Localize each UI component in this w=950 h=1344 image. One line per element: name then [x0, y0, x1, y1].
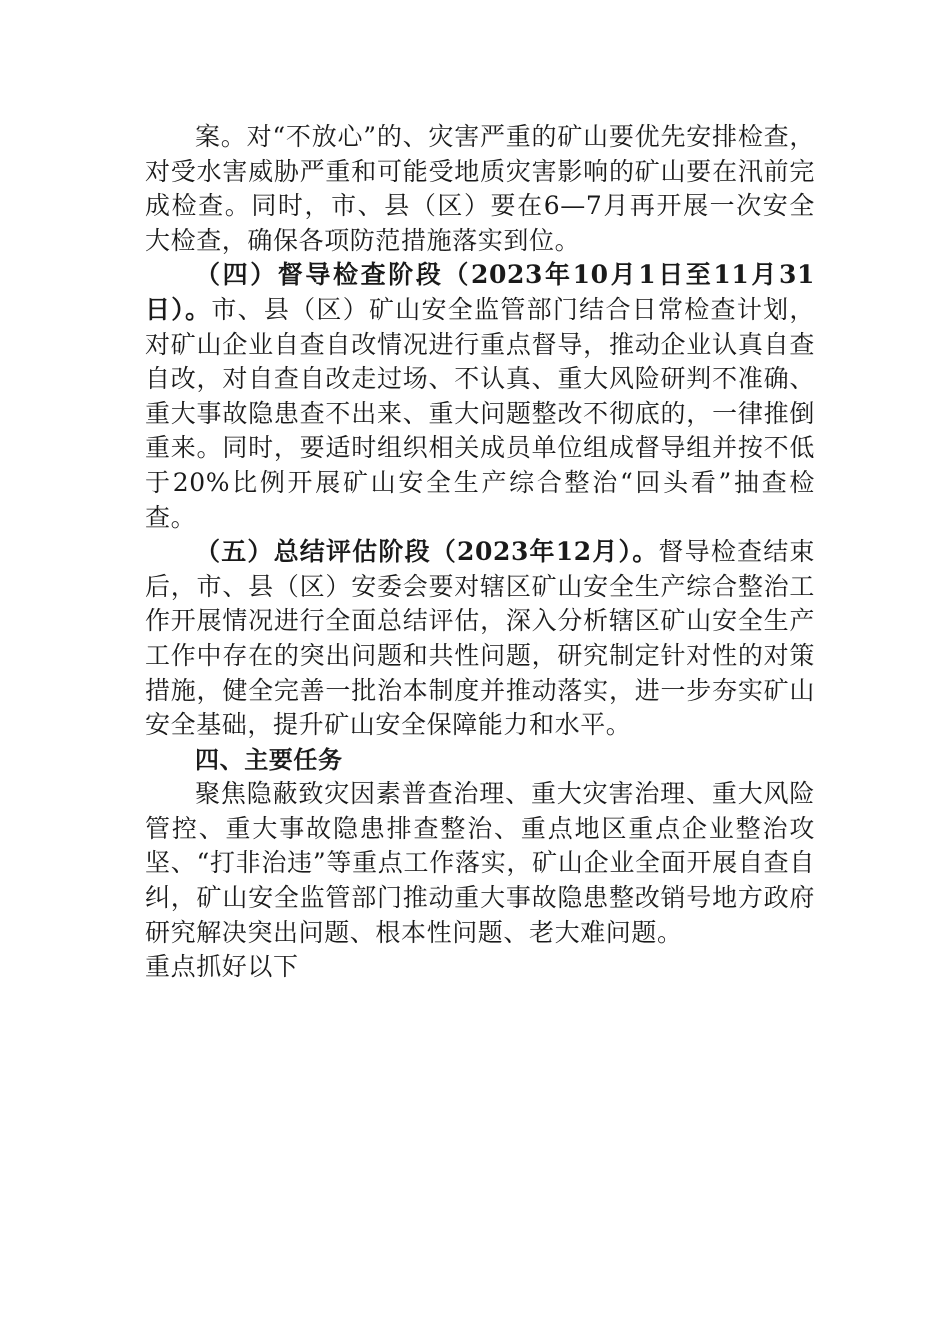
document-page [145, 120, 815, 985]
section-heading-main-tasks: 四、主要任务 [195, 745, 343, 774]
paragraph-supervision-stage [145, 258, 815, 535]
supervision-stage-title: （四）督导检查阶段（2023年10月1日至11月31日）。 [145, 260, 815, 324]
paragraph-summary-stage [145, 535, 815, 743]
paragraph-main-tasks: 聚焦隐蔽致灾因素普查治理、重大灾害治理、重大风险管控、重大事故隐患排查整治、重点地区重点企业整治攻坚、“打非治违”等重点工作落实，矿山企业全面开展自查自纠，矿山安全监管部门推动重大事故隐患整改销号地方政府研究解决突出问题、根本性问题、老大难问题。 [145, 779, 815, 947]
summary-stage-body: 督导检查结束后，市、县（区）安委会要对辖区矿山安全生产综合整治工作开展情况进行全面总结评估，深入分析辖区矿山安全生产工作中存在的突出问题和共性问题，研究制定针对性的对策措施，健全完善一批治本制度并推动落实，进一步夯实矿山安全基础，提升矿山安全保障能力和水平。 [145, 537, 816, 740]
summary-stage-title: （五）总结评估阶段（2023年12月）。 [195, 537, 659, 567]
paragraph-key-tasks-continuation: 重点抓好以下 [145, 952, 299, 982]
paragraph-inspection-arrangement: 案。对“不放心”的、灾害严重的矿山要优先安排检查，对受水害威胁严重和可能受地质灾害影响的矿山要在汛前完成检查。同时，市、县（区）要在6—7月再开展一次安全大检查，确保各项防范措施落实到位。 [145, 122, 815, 255]
supervision-stage-body: 市、县（区）矿山安全监管部门结合日常检查计划，对矿山企业自查自改情况进行重点督导，推动企业认真自查自改，对自查自改走过场、不认真、重大风险研判不准确、重大事故隐患查不出来、重大问题整改不彻底的，一律推倒重来。同时，要适时组织相关成员单位组成督导组并按不低于20%比例开展矿山安全生产综合整治“回头看”抽查检查。 [145, 294, 815, 532]
